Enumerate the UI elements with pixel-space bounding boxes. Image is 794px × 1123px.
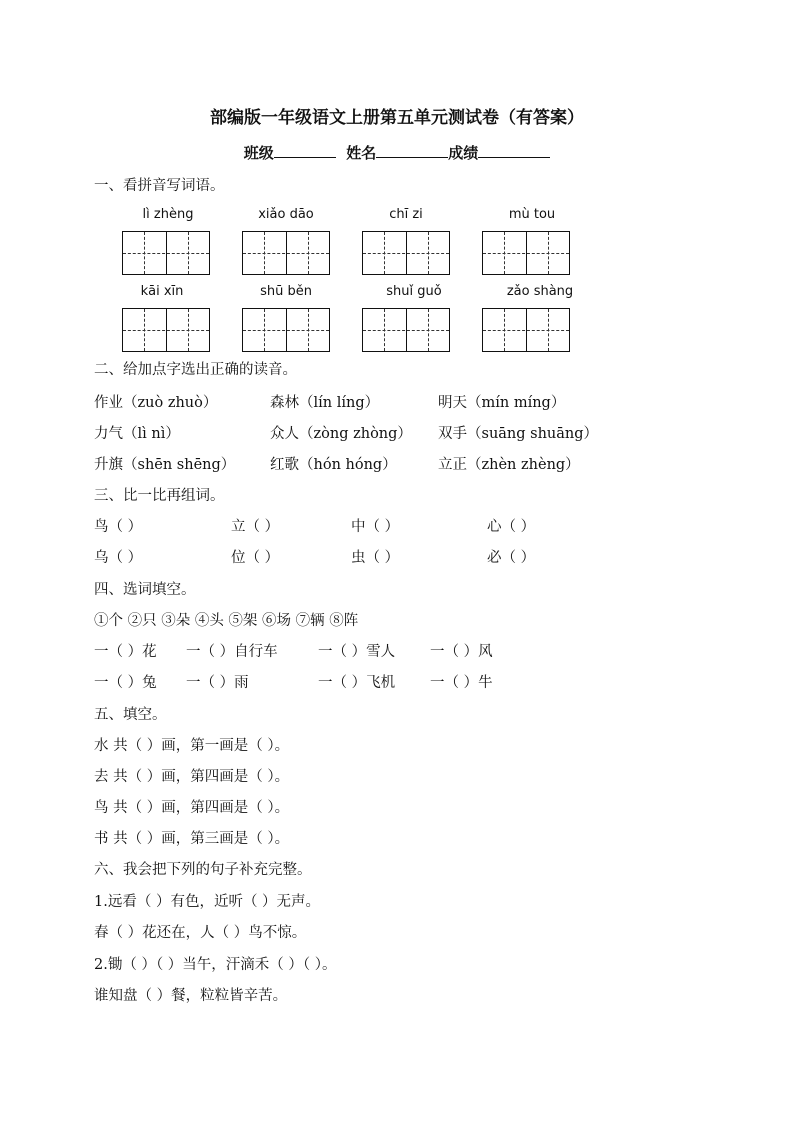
fill-item[interactable]: 一（ ）兔	[94, 675, 157, 691]
section5-heading: 五、填空。	[94, 707, 167, 723]
poem-line[interactable]: 春（ ）花还在，人（ ）鸟不惊。	[94, 925, 307, 941]
name-blank[interactable]	[376, 143, 448, 158]
pinyin-label: shū běn	[260, 284, 312, 299]
score-label: 成绩	[448, 144, 479, 162]
stroke-item[interactable]: 书 共（ ）画，第三画是（ ）。	[94, 831, 290, 847]
poem-line[interactable]: 2.锄（ ）（ ）当午，汗滴禾（ ）（ ）。	[94, 957, 337, 973]
pronunciation-item: 森林（lín líng）	[270, 395, 380, 411]
stroke-item[interactable]: 鸟 共（ ）画，第四画是（ ）。	[94, 800, 290, 816]
stroke-item[interactable]: 水 共（ ）画，第一画是（ ）。	[94, 738, 290, 754]
writing-grid[interactable]	[362, 231, 450, 275]
class-label: 班级	[243, 144, 274, 162]
writing-grid[interactable]	[242, 308, 330, 352]
section4-heading: 四、选词填空。	[94, 582, 196, 598]
pronunciation-item: 作业（zuò zhuò）	[94, 395, 218, 411]
pronunciation-item: 双手（suāng shuāng）	[438, 426, 599, 442]
score-blank[interactable]	[478, 143, 550, 158]
compare-item[interactable]: 乌（ ）	[94, 550, 143, 566]
compare-item[interactable]: 心（ ）	[487, 519, 536, 535]
name-label: 姓名	[346, 144, 377, 162]
section3-heading: 三、比一比再组词。	[94, 488, 225, 504]
student-info-line	[0, 142, 794, 163]
fill-item[interactable]: 一（ ）雪人	[318, 644, 396, 660]
writing-grid[interactable]	[242, 231, 330, 275]
compare-item[interactable]: 位（ ）	[231, 550, 280, 566]
compare-item[interactable]: 虫（ ）	[351, 550, 400, 566]
class-blank[interactable]	[274, 143, 336, 158]
pronunciation-item: 立正（zhèn zhèng）	[438, 457, 580, 473]
pinyin-label: chī zi	[389, 207, 423, 222]
pronunciation-item: 明天（mín míng）	[438, 395, 566, 411]
writing-grid[interactable]	[482, 308, 570, 352]
fill-item[interactable]: 一（ ）风	[430, 644, 493, 660]
pinyin-label: lì zhèng	[142, 207, 194, 222]
pronunciation-item: 红歌（hón hóng）	[270, 457, 397, 473]
section1-heading: 一、看拼音写词语。	[94, 178, 225, 194]
pronunciation-item: 力气（lì nì）	[94, 426, 180, 442]
fill-item[interactable]: 一（ ）牛	[430, 675, 493, 691]
writing-grid[interactable]	[482, 231, 570, 275]
writing-grid[interactable]	[122, 231, 210, 275]
pinyin-label: kāi xīn	[140, 284, 184, 299]
compare-item[interactable]: 必（ ）	[487, 550, 536, 566]
pinyin-label: zǎo shàng	[506, 284, 574, 299]
writing-grid[interactable]	[362, 308, 450, 352]
page-title: 部编版一年级语文上册第五单元测试卷（有答案）	[210, 108, 584, 128]
pinyin-label: shuǐ guǒ	[386, 284, 442, 299]
compare-item[interactable]: 立（ ）	[231, 519, 280, 535]
fill-item[interactable]: 一（ ）飞机	[318, 675, 396, 691]
pronunciation-item: 众人（zòng zhòng）	[270, 426, 412, 442]
word-options: ①个 ②只 ③朵 ④头 ⑤架 ⑥场 ⑦辆 ⑧阵	[94, 613, 359, 629]
compare-item[interactable]: 中（ ）	[351, 519, 400, 535]
compare-item[interactable]: 鸟（ ）	[94, 519, 143, 535]
pinyin-label: xiǎo dāo	[258, 207, 314, 222]
stroke-item[interactable]: 去 共（ ）画，第四画是（ ）。	[94, 769, 290, 785]
writing-grid[interactable]	[122, 308, 210, 352]
fill-item[interactable]: 一（ ）自行车	[186, 644, 278, 660]
section2-heading: 二、给加点字选出正确的读音。	[94, 362, 297, 378]
poem-line[interactable]: 1.远看（ ）有色，近听（ ）无声。	[94, 894, 321, 910]
pronunciation-item: 升旗（shēn shēng）	[94, 457, 236, 473]
fill-item[interactable]: 一（ ）花	[94, 644, 157, 660]
section6-heading: 六、我会把下列的句子补充完整。	[94, 862, 312, 878]
fill-item[interactable]: 一（ ）雨	[186, 675, 249, 691]
poem-line[interactable]: 谁知盘（ ）餐，粒粒皆辛苦。	[94, 988, 288, 1004]
pinyin-label: mù tou	[508, 207, 556, 222]
